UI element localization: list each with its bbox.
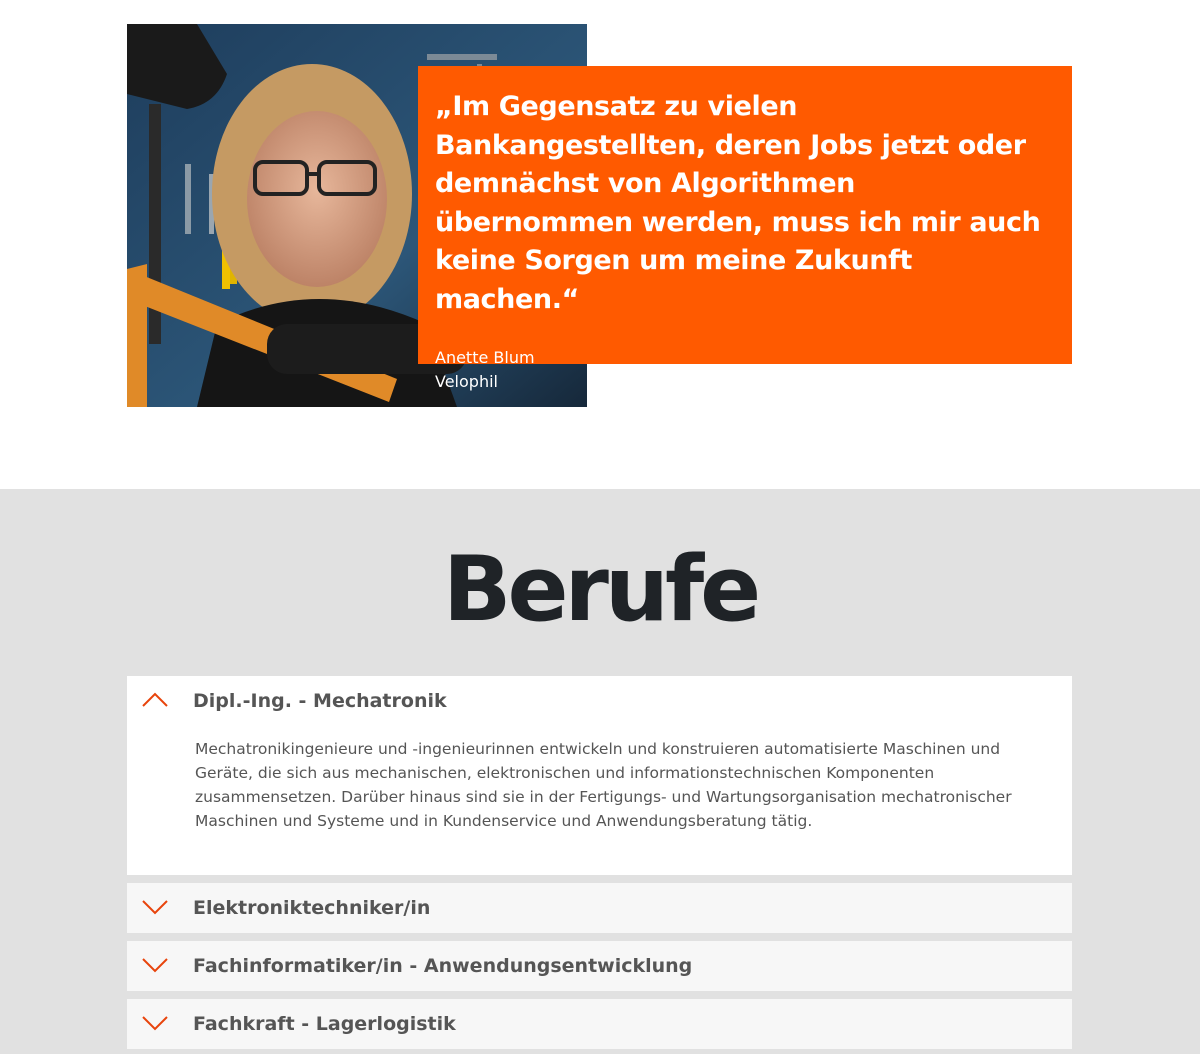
accordion-header[interactable] — [127, 676, 1072, 726]
accordion-header[interactable] — [127, 883, 1072, 933]
accordion-item-mechatronik — [127, 676, 1072, 875]
accordion-description: Mechatronikingenieure und -ingenieurinnen entwickeln und konstruieren automatisierte Maschinen und Geräte, die sich aus mechanischen, elektronischen und informationstechnischen Komponenten zusammensetzen. Darüber hinaus sind sie in der Fertigungs- und Wartungsorganisation mechatronischer Maschinen und Systeme und in Kundenservice und Anwendungsberatung tätig. — [195, 740, 1012, 830]
accordion-title: Fachkraft - Lagerlogistik — [193, 1013, 456, 1035]
testimonial-quote: „Im Gegensatz zu vielen Bankangestellten, deren Jobs jetzt oder demnächst von Algorithmen übernommen werden, muss ich mir auch keine Sorgen um meine Zukunft machen.“ — [435, 91, 1041, 315]
accordion-title: Elektroniktechniker/in — [193, 897, 431, 919]
chevron-down-icon — [141, 1014, 169, 1032]
accordion-header[interactable] — [127, 941, 1072, 991]
accordion-item-lagerlogistik[interactable] — [127, 999, 1072, 1049]
jobs-section — [0, 489, 1200, 1054]
accordion-item-elektroniktechniker[interactable] — [127, 883, 1072, 933]
accordion-header[interactable] — [127, 999, 1072, 1049]
testimonial-author-company: Velophil — [435, 372, 498, 391]
section-title: Berufe — [442, 537, 758, 642]
accordion-item-fachinformatiker[interactable] — [127, 941, 1072, 991]
chevron-up-icon — [141, 691, 169, 709]
accordion-title: Dipl.-Ing. - Mechatronik — [193, 690, 447, 712]
chevron-down-icon — [141, 956, 169, 974]
quote-box — [418, 66, 1072, 391]
accordion-title: Fachinformatiker/in - Anwendungsentwicklung — [193, 955, 693, 977]
chevron-down-icon — [141, 898, 169, 916]
testimonial-section — [0, 0, 1200, 489]
testimonial-author-name: Anette Blum — [435, 348, 535, 367]
